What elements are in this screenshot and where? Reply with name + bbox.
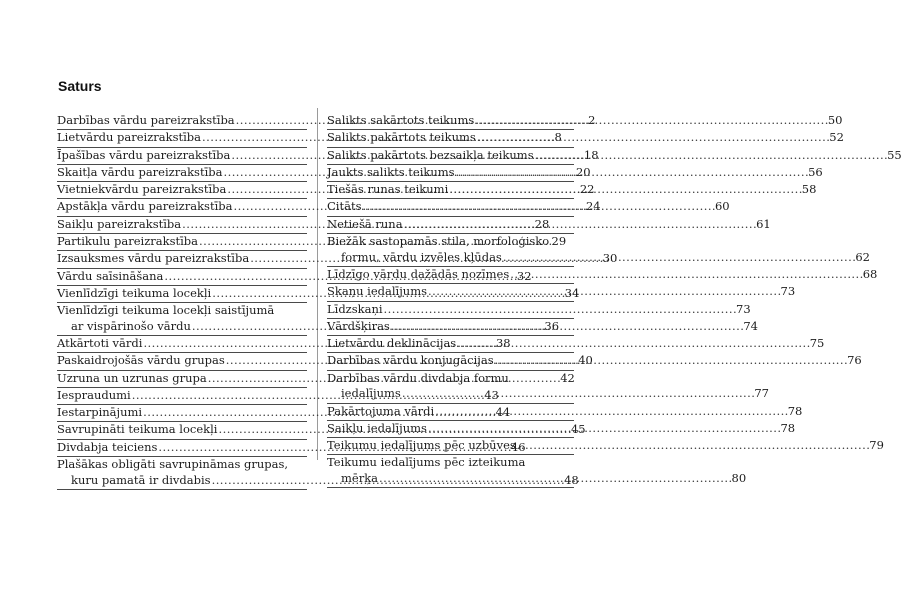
toc-entry-title: Salikts sakārtots teikums xyxy=(327,113,475,127)
toc-entry-page-number: 62 xyxy=(855,249,870,264)
dot-leader xyxy=(510,267,862,283)
toc-entry-page-number: 73 xyxy=(736,301,751,316)
toc-entry-title: Skaitļa vārdu pareizrakstība xyxy=(57,164,223,179)
toc-entry-page-number: 34 xyxy=(564,285,580,300)
dot-leader xyxy=(495,353,847,369)
toc-entry-title: Iestarpinājumi xyxy=(57,405,143,420)
toc-entry xyxy=(327,438,884,455)
toc-entry-page-number: 50 xyxy=(827,113,843,127)
toc-entry xyxy=(327,113,843,130)
dot-leader xyxy=(456,165,808,181)
toc-entry-title: Partikulu pareizrakstība xyxy=(57,233,198,248)
dot-leader xyxy=(517,438,869,454)
toc-entry-title: Vārdšķiras xyxy=(327,318,390,333)
toc-entry-page-number: 76 xyxy=(847,353,862,368)
toc-entry-title-first-line: Darbības vārdu divdabja formu xyxy=(327,370,509,385)
toc-entry-page-number: 60 xyxy=(714,199,730,214)
toc-entry-page-number: 77 xyxy=(754,386,769,401)
toc-entry-title-first-line: Biežāk sastopamās stila, morfoloģisko xyxy=(327,233,550,248)
dot-leader xyxy=(379,471,731,487)
toc-entry-page-number: 38 xyxy=(495,336,511,351)
toc-entry-page-number: 29 xyxy=(551,233,567,248)
toc-entry-page-number: 40 xyxy=(578,353,593,368)
toc-entry-title-first-line: Teikumu iedalījums pēc izteikuma xyxy=(327,455,526,470)
toc-entry-page-number: 8 xyxy=(554,130,562,145)
toc-entry-title: Vietniekvārdu pareizrakstība xyxy=(57,182,227,197)
toc-entry-title: Salikts pakārtots bezsaikļa teikums xyxy=(327,147,534,162)
toc-entry-title: Atkārtoti vārdi xyxy=(57,336,143,351)
toc-entry-page-number: 45 xyxy=(570,422,586,437)
dot-leader xyxy=(535,148,887,164)
toc-entry-page-number: 28 xyxy=(534,216,550,231)
toc-entry-page-number: 55 xyxy=(887,147,902,162)
toc-entry-page-number: 18 xyxy=(583,147,599,162)
toc-entry-title: Salikts pakārtots teikums xyxy=(327,130,476,145)
toc-entry xyxy=(327,284,796,301)
toc-entry xyxy=(327,216,771,234)
toc-entry xyxy=(327,370,769,404)
toc-entry-page-number: 22 xyxy=(579,182,595,197)
toc-entry xyxy=(327,336,825,353)
toc-entry-title: Līdzskaņi xyxy=(327,301,383,316)
toc-entry xyxy=(327,455,747,488)
toc-entry-title: Paskaidrojošās vārdu grupas xyxy=(57,353,225,368)
toc-heading: Saturs xyxy=(58,78,102,94)
dot-leader xyxy=(457,336,809,352)
toc-entry-page-number: 30 xyxy=(602,251,618,266)
toc-entry-page-number: 20 xyxy=(575,164,591,179)
toc-entry-page-number: 58 xyxy=(801,182,817,197)
toc-entry-page-number: 48 xyxy=(564,472,579,487)
toc-entry-title: Darbības vārdu konjugācijas xyxy=(327,353,494,368)
toc-entry-page-number: 74 xyxy=(743,318,758,333)
toc-entry-title: Īpašības vārdu pareizrakstība xyxy=(57,147,231,162)
toc-entry-title: Saikļu pareizrakstība xyxy=(57,216,182,231)
toc-entry-title: Lietvārdu pareizrakstība xyxy=(57,130,202,145)
toc-entry-title: Citāts xyxy=(327,199,362,214)
toc-entry-title: kuru pamatā ir divdabis xyxy=(71,472,211,487)
toc-entry-title: Lietvārdu deklinācijas xyxy=(327,336,457,351)
toc-entry-title: Iespraudumi xyxy=(57,387,131,402)
toc-entry-page-number: 78 xyxy=(787,403,803,418)
dot-leader xyxy=(362,199,714,215)
toc-entry-page-number: 78 xyxy=(780,420,796,435)
toc-entry-page-number: 73 xyxy=(780,284,796,299)
toc-entry-title: Skaņu iedalījums xyxy=(327,284,428,299)
toc-entry-title: Teikumu iedalījums pēc uzbūves xyxy=(327,438,516,453)
toc-entry-title-first-line: Plašākas obligāti savrupināmas grupas, xyxy=(57,457,289,472)
dot-leader xyxy=(449,182,801,198)
dot-leader xyxy=(428,284,780,300)
toc-entry-title: Savrupināti teikuma locekļi xyxy=(57,422,218,437)
dot-leader xyxy=(404,217,756,233)
toc-entry-title: ar vispārinošo vārdu xyxy=(71,318,191,333)
toc-entry-page-number: 56 xyxy=(808,164,823,179)
toc-entry-title: Vārdu saīsināšana xyxy=(57,268,164,283)
toc-entry-title: Divdabja teiciens xyxy=(57,439,158,454)
toc-entry-title: Pakārtojuma vārdi xyxy=(327,403,435,418)
toc-entry-page-number: 79 xyxy=(869,438,884,453)
toc-entry-title: iedalījums xyxy=(341,386,401,401)
dot-leader xyxy=(435,404,787,420)
dot-leader xyxy=(391,319,743,335)
toc-entry xyxy=(327,403,803,421)
toc-entry-page-number: 52 xyxy=(829,130,844,145)
toc-entry-title: Uzruna un uzrunas grupa xyxy=(57,370,207,385)
toc-entry-title: Izsauksmes vārdu pareizrakstība xyxy=(57,251,250,266)
toc-entry-title: Jaukts salikts teikums xyxy=(327,164,455,179)
toc-entry-page-number: 68 xyxy=(862,266,878,281)
toc-entry-page-number: 32 xyxy=(516,268,532,283)
toc-entry-page-number: 36 xyxy=(544,318,560,333)
toc-entry-title: Apstākļa vārdu pareizrakstība xyxy=(57,199,233,214)
toc-entry-page-number: 24 xyxy=(585,199,601,214)
toc-entry-title-first-line: Vienlīdzīgi teikuma locekļi saistījumā xyxy=(57,303,275,318)
toc-entry-page-number: 43 xyxy=(484,387,499,402)
toc-entry xyxy=(327,266,878,284)
toc-entry-title: Netiešā runa xyxy=(327,216,403,231)
dot-leader xyxy=(475,113,827,129)
dot-leader xyxy=(503,250,855,266)
toc-entry-page-number: 80 xyxy=(731,471,747,486)
toc-entry-title: formu, vārdu izvēles kļūdas xyxy=(341,249,502,264)
toc-entry xyxy=(327,318,758,336)
toc-entry-page-number: 2 xyxy=(588,113,596,127)
toc-entry-title: Tiešās runas teikumi xyxy=(327,182,449,197)
toc-entry-page-number: 46 xyxy=(510,439,526,454)
toc-entry xyxy=(327,301,751,319)
toc-entry-title: Līdzīgo vārdu dažādās nozīmes xyxy=(327,266,510,281)
toc-entry-page-number: 44 xyxy=(495,405,511,420)
toc-entry-title: Darbības vārdu pareizrakstība xyxy=(57,113,235,127)
dot-leader xyxy=(428,421,780,437)
toc-entry-title: mērķa xyxy=(341,471,379,486)
toc-entry-title: Vienlīdzīgi teikuma locekļi xyxy=(57,285,212,300)
dot-leader xyxy=(402,386,754,402)
toc-entry-page-number: 75 xyxy=(809,336,825,351)
toc-entry-title: Saikļu iedalījums xyxy=(327,420,427,435)
dot-leader xyxy=(477,130,829,146)
toc-entry-page-number: 42 xyxy=(560,370,575,385)
dot-leader xyxy=(384,302,736,318)
toc-entry-page-number: 61 xyxy=(756,216,771,231)
toc-entry xyxy=(327,130,844,147)
